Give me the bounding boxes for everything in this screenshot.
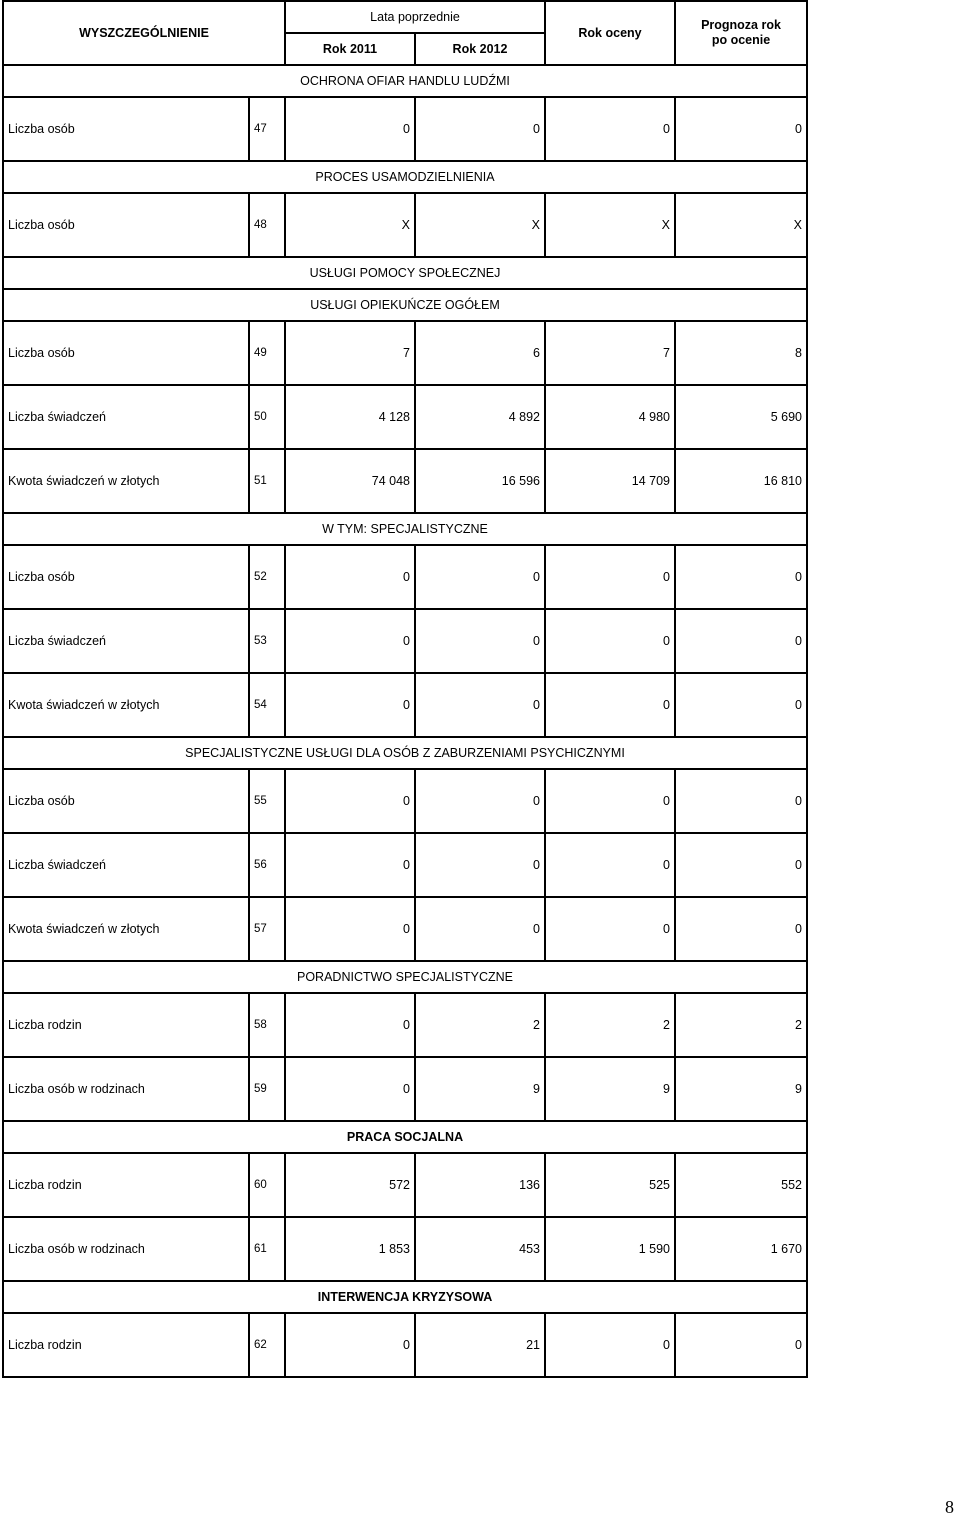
- value-forecast: 0: [675, 833, 807, 897]
- value-assessment-year: 0: [545, 97, 675, 161]
- section-title: USŁUGI POMOCY SPOŁECZNEJ: [3, 257, 807, 289]
- section-title: W TYM: SPECJALISTYCZNE: [3, 513, 807, 545]
- value-assessment-year: 0: [545, 545, 675, 609]
- table-row: [3, 1153, 807, 1217]
- row-number: 51: [249, 449, 285, 513]
- value-forecast: 1 670: [675, 1217, 807, 1281]
- value-2012: 136: [415, 1153, 545, 1217]
- value-2012: 4 892: [415, 385, 545, 449]
- table-row: [3, 193, 807, 257]
- value-forecast: 2: [675, 993, 807, 1057]
- row-number: 58: [249, 993, 285, 1057]
- value-forecast: 8: [675, 321, 807, 385]
- header-prior-years: Lata poprzednie: [285, 1, 545, 33]
- value-assessment-year: 0: [545, 833, 675, 897]
- value-2011: 7: [285, 321, 415, 385]
- section-title: SPECJALISTYCZNE USŁUGI DLA OSÓB Z ZABURZENIAMI PSYCHICZNYMI: [3, 737, 807, 769]
- row-label: Liczba osób w rodzinach: [3, 1217, 249, 1281]
- value-forecast: 9: [675, 1057, 807, 1121]
- value-assessment-year: 2: [545, 993, 675, 1057]
- value-assessment-year: 525: [545, 1153, 675, 1217]
- table-row: [3, 1313, 807, 1377]
- row-label: Kwota świadczeń w złotych: [3, 897, 249, 961]
- section-row: [3, 961, 807, 993]
- value-2011: 0: [285, 769, 415, 833]
- section-row: [3, 161, 807, 193]
- header-year-1: Rok 2011: [285, 33, 415, 65]
- value-forecast: 552: [675, 1153, 807, 1217]
- value-2011: 4 128: [285, 385, 415, 449]
- header-year-2: Rok 2012: [415, 33, 545, 65]
- table-row: [3, 1217, 807, 1281]
- value-forecast: X: [675, 193, 807, 257]
- page-number: 8: [945, 1497, 954, 1517]
- row-label: Liczba świadczeń: [3, 609, 249, 673]
- value-2011: 0: [285, 97, 415, 161]
- row-number: 52: [249, 545, 285, 609]
- value-forecast: 0: [675, 609, 807, 673]
- row-number: 61: [249, 1217, 285, 1281]
- value-assessment-year: 4 980: [545, 385, 675, 449]
- row-label: Liczba rodzin: [3, 1153, 249, 1217]
- header-col-label: WYSZCZEGÓLNIENIE: [3, 1, 285, 65]
- value-forecast: 0: [675, 545, 807, 609]
- table-row: [3, 993, 807, 1057]
- value-2011: 0: [285, 833, 415, 897]
- section-row: [3, 289, 807, 321]
- value-2011: 572: [285, 1153, 415, 1217]
- row-number: 47: [249, 97, 285, 161]
- section-title: PRACA SOCJALNA: [3, 1121, 807, 1153]
- value-2011: 1 853: [285, 1217, 415, 1281]
- value-2011: 0: [285, 993, 415, 1057]
- value-2012: 0: [415, 833, 545, 897]
- table-row: [3, 97, 807, 161]
- value-assessment-year: 0: [545, 609, 675, 673]
- value-2011: 0: [285, 673, 415, 737]
- row-label: Liczba rodzin: [3, 993, 249, 1057]
- value-assessment-year: 1 590: [545, 1217, 675, 1281]
- value-2012: X: [415, 193, 545, 257]
- report-table: [2, 0, 808, 1378]
- row-number: 54: [249, 673, 285, 737]
- value-2012: 9: [415, 1057, 545, 1121]
- value-2012: 0: [415, 897, 545, 961]
- value-forecast: 0: [675, 1313, 807, 1377]
- table-row: [3, 1057, 807, 1121]
- value-assessment-year: 9: [545, 1057, 675, 1121]
- row-number: 60: [249, 1153, 285, 1217]
- section-row: [3, 65, 807, 97]
- row-number: 57: [249, 897, 285, 961]
- value-2012: 16 596: [415, 449, 545, 513]
- table-row: [3, 769, 807, 833]
- value-2012: 0: [415, 97, 545, 161]
- row-label: Liczba osób: [3, 321, 249, 385]
- section-title: USŁUGI OPIEKUŃCZE OGÓŁEM: [3, 289, 807, 321]
- header-forecast-line2: po ocenie: [711, 33, 771, 47]
- value-2012: 0: [415, 545, 545, 609]
- row-label: Kwota świadczeń w złotych: [3, 449, 249, 513]
- row-number: 50: [249, 385, 285, 449]
- row-number: 56: [249, 833, 285, 897]
- section-row: [3, 737, 807, 769]
- value-2011: 0: [285, 1313, 415, 1377]
- value-2011: 0: [285, 609, 415, 673]
- value-2012: 2: [415, 993, 545, 1057]
- value-forecast: 0: [675, 673, 807, 737]
- table-row: [3, 897, 807, 961]
- row-label: Liczba osób: [3, 97, 249, 161]
- table-header: [3, 1, 807, 65]
- table-body: [3, 65, 807, 1377]
- value-2011: 0: [285, 1057, 415, 1121]
- value-2012: 0: [415, 673, 545, 737]
- value-forecast: 5 690: [675, 385, 807, 449]
- section-row: [3, 1121, 807, 1153]
- row-label: Liczba świadczeń: [3, 833, 249, 897]
- row-label: Liczba osób: [3, 769, 249, 833]
- row-number: 62: [249, 1313, 285, 1377]
- value-2012: 453: [415, 1217, 545, 1281]
- section-title: PROCES USAMODZIELNIENIA: [3, 161, 807, 193]
- section-row: [3, 257, 807, 289]
- row-label: Kwota świadczeń w złotych: [3, 673, 249, 737]
- value-2012: 0: [415, 769, 545, 833]
- value-2011: 0: [285, 545, 415, 609]
- value-forecast: 0: [675, 897, 807, 961]
- value-2011: 74 048: [285, 449, 415, 513]
- row-label: Liczba osób: [3, 545, 249, 609]
- value-2012: 21: [415, 1313, 545, 1377]
- row-label: Liczba rodzin: [3, 1313, 249, 1377]
- value-forecast: 0: [675, 97, 807, 161]
- value-assessment-year: 14 709: [545, 449, 675, 513]
- table-row: [3, 385, 807, 449]
- header-forecast: [675, 1, 807, 65]
- row-number: 53: [249, 609, 285, 673]
- table-row: [3, 673, 807, 737]
- value-assessment-year: 7: [545, 321, 675, 385]
- value-2012: 0: [415, 609, 545, 673]
- value-assessment-year: 0: [545, 673, 675, 737]
- section-title: OCHRONA OFIAR HANDLU LUDŹMI: [3, 65, 807, 97]
- header-assessment-year: Rok oceny: [545, 1, 675, 65]
- section-title: INTERWENCJA KRYZYSOWA: [3, 1281, 807, 1313]
- row-number: 49: [249, 321, 285, 385]
- row-label: Liczba osób: [3, 193, 249, 257]
- table-row: [3, 449, 807, 513]
- row-label: Liczba osób w rodzinach: [3, 1057, 249, 1121]
- value-forecast: 0: [675, 769, 807, 833]
- value-assessment-year: 0: [545, 897, 675, 961]
- table-row: [3, 321, 807, 385]
- value-2011: 0: [285, 897, 415, 961]
- row-number: 48: [249, 193, 285, 257]
- value-2011: X: [285, 193, 415, 257]
- section-row: [3, 513, 807, 545]
- section-title: PORADNICTWO SPECJALISTYCZNE: [3, 961, 807, 993]
- header-forecast-line1: Prognoza rok: [701, 18, 781, 32]
- section-row: [3, 1281, 807, 1313]
- value-assessment-year: X: [545, 193, 675, 257]
- value-forecast: 16 810: [675, 449, 807, 513]
- row-number: 55: [249, 769, 285, 833]
- row-label: Liczba świadczeń: [3, 385, 249, 449]
- value-assessment-year: 0: [545, 769, 675, 833]
- table-row: [3, 545, 807, 609]
- value-assessment-year: 0: [545, 1313, 675, 1377]
- table-row: [3, 833, 807, 897]
- row-number: 59: [249, 1057, 285, 1121]
- table-row: [3, 609, 807, 673]
- value-2012: 6: [415, 321, 545, 385]
